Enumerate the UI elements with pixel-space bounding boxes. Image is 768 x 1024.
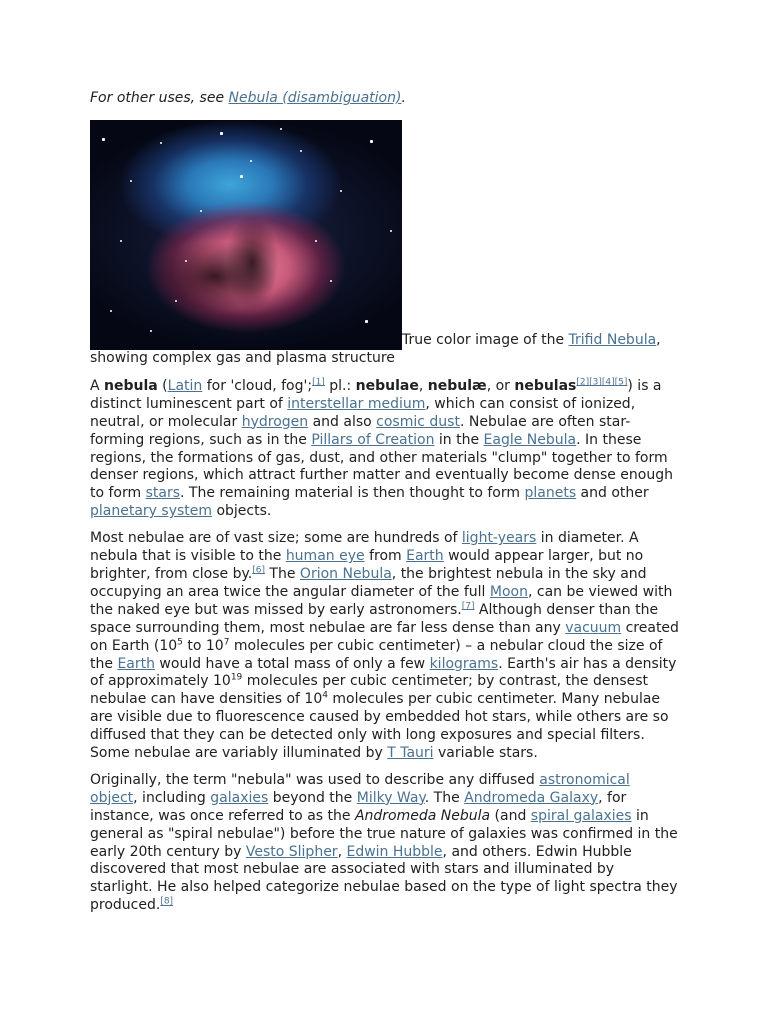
infobox-figure: [90, 120, 680, 368]
hatnote: [90, 90, 680, 110]
star-dot: [220, 132, 223, 135]
star-dot: [300, 150, 302, 152]
star-dot: [110, 310, 112, 312]
planets-link[interactable]: planets: [524, 485, 577, 502]
hydrogen-link[interactable]: hydrogen: [241, 413, 309, 430]
cosmic-dust-link[interactable]: cosmic dust: [376, 413, 460, 430]
trifid-nebula-link[interactable]: Trifid Nebula: [568, 332, 657, 349]
citation-ref: [1]: [312, 377, 325, 388]
paragraph-intro: A nebula (Latin for 'cloud, fog';[1] pl.: nebulae, nebulæ, or nebulas[2][3][4][5]) is a distinct luminescent part of interstellar medium, which can consist of ionized, neutral, or molecular hydrogen and also cosmic dust. Nebulae are often star-forming regions, such as in the Pillars of Creation in the Eagle Nebula. In these regions, the formations of gas, dust, and other materials "clump" together to form denser regions, which attract further matter and eventually become dense enough to form stars. The remaining material is then thought to form planets and other planetary system objects.: [90, 377, 673, 520]
orion-nebula-link[interactable]: Orion Nebula: [299, 565, 392, 582]
pillars-of-creation-link[interactable]: Pillars of Creation: [311, 431, 435, 448]
hatnote-text: For other uses, see: [90, 90, 229, 106]
star-dot: [330, 280, 332, 282]
star-dot: [365, 320, 368, 323]
milky-way-link[interactable]: Milky Way: [356, 789, 425, 806]
citation-ref: [2][3][4][5]: [576, 377, 628, 388]
star-dot: [250, 160, 252, 162]
andromeda-galaxy-link[interactable]: Andromeda Galaxy: [464, 789, 599, 806]
edwin-hubble-link[interactable]: Edwin Hubble: [346, 843, 443, 860]
planetary-system-link[interactable]: planetary system: [90, 503, 213, 520]
disambiguation-link[interactable]: Nebula (disambiguation): [228, 90, 402, 106]
galaxies-link[interactable]: galaxies: [210, 789, 269, 806]
star-dot: [185, 260, 187, 262]
star-dot: [390, 230, 392, 232]
star-dot: [340, 190, 342, 192]
t-tauri-link[interactable]: T Tauri: [387, 745, 434, 762]
earth-link[interactable]: Earth: [406, 548, 444, 565]
citation-ref: [6]: [252, 565, 265, 576]
trifid-nebula-image[interactable]: [90, 120, 402, 350]
article-body: [90, 90, 680, 924]
latin-link[interactable]: Latin: [167, 377, 203, 394]
earth-link-2[interactable]: Earth: [117, 655, 155, 672]
kilograms-link[interactable]: kilograms: [429, 655, 499, 672]
star-dot: [120, 240, 122, 242]
term-nebula: nebula: [104, 377, 158, 394]
spiral-galaxies-link[interactable]: spiral galaxies: [530, 807, 632, 824]
star-dot: [160, 142, 162, 144]
figure-caption: True color image of the Trifid Nebula, showing complex gas and plasma structure: [90, 332, 661, 366]
star-dot: [150, 330, 152, 332]
paragraph-size: Most nebulae are of vast size; some are hundreds of light-years in diameter. A nebula that is visible to the human eye from Earth would appear larger, but no brighter, from close by.[6] The Orion Nebula, the brightest nebula in the sky and occupying an area twice the angular diameter of the full Moon, can be viewed with the naked eye but was missed by early astronomers.[7] Although denser than the space surrounding them, most nebulae are far less dense than any vacuum created on Earth ($10^5$ to $10^7$ molecules per cubic centimeter) – a nebular cloud the size of the Earth would have a total mass of only a few kilograms. Earth's air has a density of approximately $10^{19}$ molecules per cubic centimeter; by contrast, the densest nebulae can have densities of $10^4$ molecules per cubic centimeter. Many nebulae are visible due to fluorescence caused by embedded hot stars, while others are so diffused that they can be detected only with long exposures and special filters. Some nebulae are variably illuminated by T Tauri variable stars.: [90, 530, 679, 762]
paragraph-history: Originally, the term "nebula" was used to describe any diffused astronomical object, including galaxies beyond the Milky Way. The Andromeda Galaxy, for instance, was once referred to as the Andromeda Nebula (and spiral galaxies in general as "spiral nebulae") before the true nature of galaxies was confirmed in the early 20th century by Vesto Slipher, Edwin Hubble, and others. Edwin Hubble discovered that most nebulae are associated with stars and illuminated by starlight. He also helped categorize nebulae based on the type of light spectra they produced.[8]: [90, 771, 678, 914]
star-dot: [315, 240, 317, 242]
star-dot: [200, 210, 202, 212]
star-dot: [102, 138, 105, 141]
star-dot: [240, 175, 243, 178]
astronomical-object-link[interactable]: astronomical object: [90, 771, 630, 806]
star-dot: [370, 140, 373, 143]
eagle-nebula-link[interactable]: Eagle Nebula: [483, 431, 577, 448]
light-years-link[interactable]: light-years: [461, 530, 537, 547]
star-dot: [280, 128, 282, 130]
star-dot: [175, 300, 177, 302]
human-eye-link[interactable]: human eye: [285, 548, 365, 565]
stars-link[interactable]: stars: [145, 485, 181, 502]
vesto-slipher-link[interactable]: Vesto Slipher: [245, 843, 338, 860]
vacuum-link[interactable]: vacuum: [565, 619, 622, 636]
moon-link[interactable]: Moon: [489, 583, 528, 600]
citation-ref: [8]: [160, 896, 174, 907]
star-dot: [130, 180, 132, 182]
hatnote-period: .: [401, 90, 406, 106]
citation-ref: [7]: [461, 601, 475, 612]
interstellar-medium-link[interactable]: interstellar medium: [287, 395, 426, 412]
